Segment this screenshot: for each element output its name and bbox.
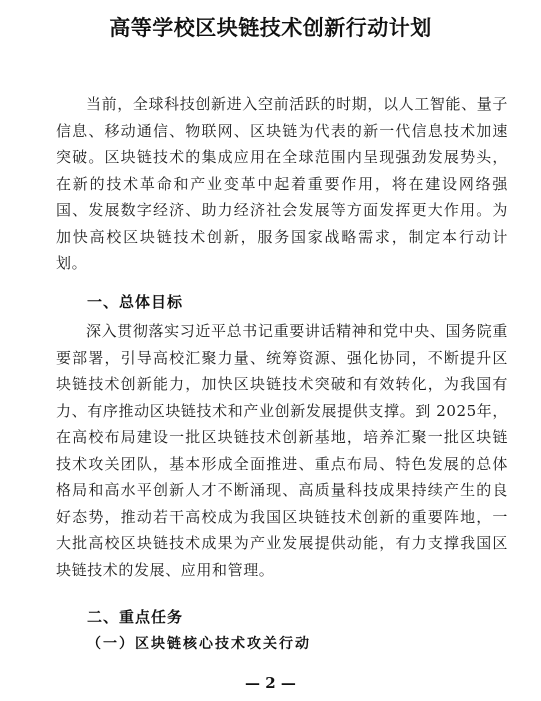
section-heading-overall-goals: 一、总体目标	[87, 293, 184, 311]
page-number: — 2 —	[245, 674, 296, 692]
overall-goals-paragraph: 深入贯彻落实习近平总书记重要讲话精神和党中央、国务院重要部署，引导高校汇聚力量、统筹资源、强化协同，不断提升区块链技术创新能力，加快区块链技术突破和有效转化，为我国有力、有序推动区块链技术和产业创新发展提供支撑。到 2025年，在高校布局建设一批区块链技术创新基地，培养汇聚一批区块链技术攻关团队，基本形成全面推进、重点布局、特色发展的总体格局和高水平创新人才不断涌现、高质量科技成果持续产生的良好态势，推动若干高校成为我国区块链技术创新的重要阵地，一大批高校区块链技术成果为产业发展提供动能，有力支撑我国区块链技术的发展、应用和管理。	[56, 322, 508, 579]
document-title: 高等学校区块链技术创新行动计划	[109, 15, 432, 40]
subsection-heading-core-tech: （一）区块链核心技术攻关行动	[87, 636, 311, 652]
intro-paragraph: 当前，全球科技创新进入空前活跃的时期，以人工智能、量子信息、移动通信、物联网、区块链为代表的新一代信息技术加速突破。区块链技术的集成应用在全球范围内呈现强劲发展势头，在新的技术革命和产业变革中起着重要作用，将在建设网络强国、发展数字经济、助力经济社会发展等方面发挥更大作用。为加快高校区块链技术创新，服务国家战略需求，制定本行动计划。	[56, 95, 508, 272]
section-heading-key-tasks: 二、重点任务	[87, 608, 184, 626]
